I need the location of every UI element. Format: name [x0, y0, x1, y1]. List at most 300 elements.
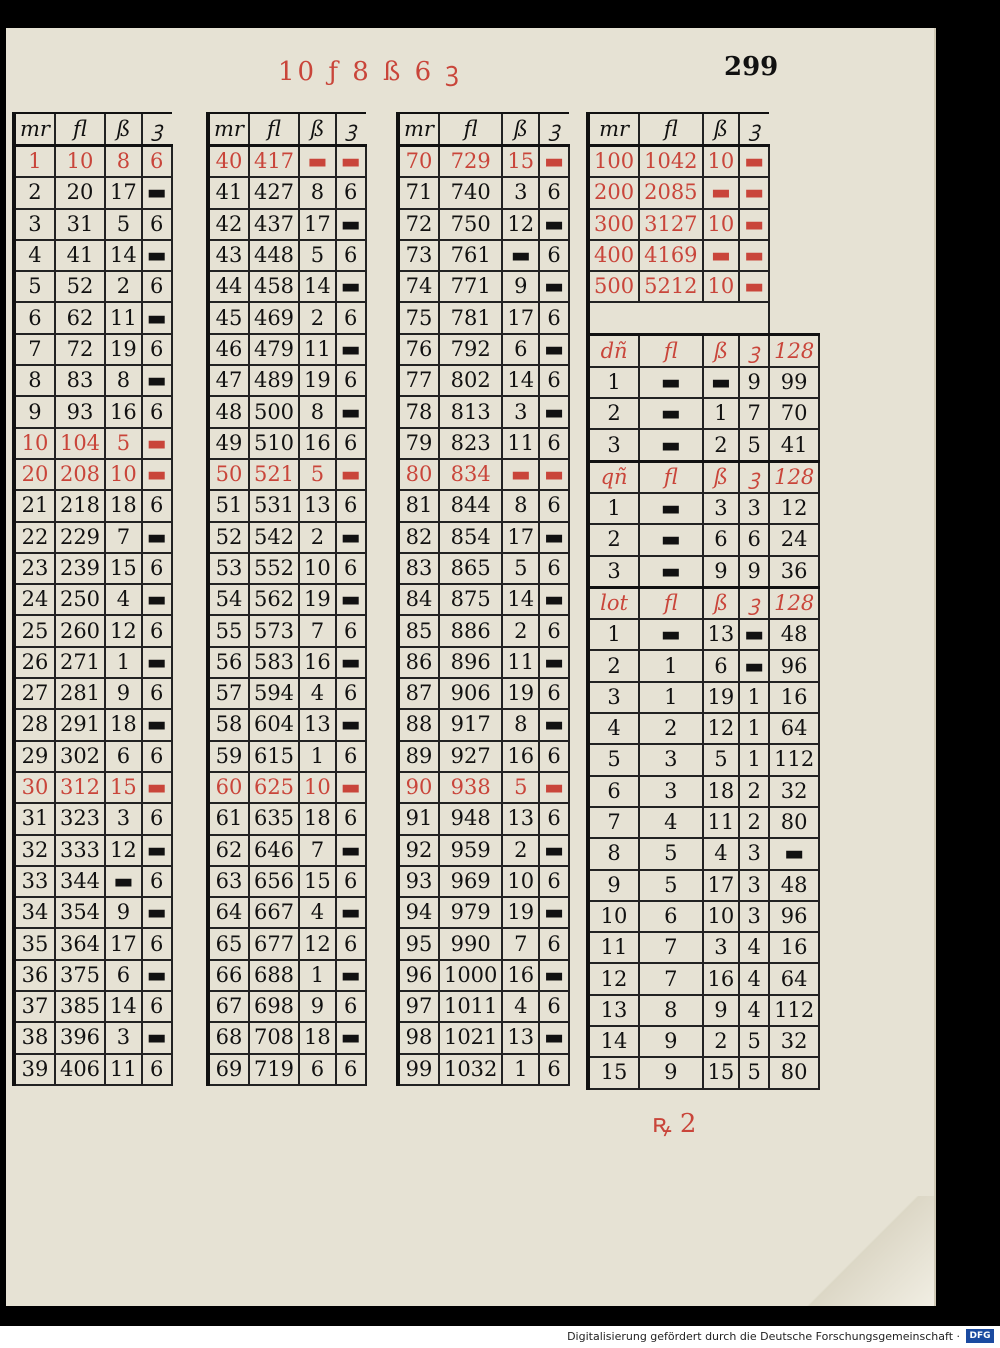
- table-cell: 6: [539, 365, 569, 396]
- table-cell: 291: [55, 709, 105, 740]
- table-cell: 300: [588, 209, 639, 240]
- header-row: [588, 113, 819, 146]
- table-cell: 11: [588, 932, 639, 963]
- table-cell: 17: [502, 302, 539, 333]
- table-cell: ▬: [142, 522, 172, 553]
- table-cell: 20: [14, 459, 55, 490]
- table-cell: 740: [439, 177, 502, 208]
- table-cell: ▬: [639, 429, 702, 461]
- section-header-cell: 128: [769, 587, 819, 619]
- table-cell: 87: [398, 678, 439, 709]
- table-row: [398, 271, 569, 302]
- column-header: mr: [398, 113, 439, 146]
- table-row: [208, 302, 366, 333]
- table-cell: 1: [105, 647, 142, 678]
- table-cell: 906: [439, 678, 502, 709]
- table-cell: ▬: [336, 772, 366, 803]
- table-cell: 82: [398, 522, 439, 553]
- table-cell: 12: [502, 209, 539, 240]
- table-cell: 48: [769, 619, 819, 650]
- table-row: [588, 995, 819, 1026]
- table-cell: 13: [299, 490, 336, 521]
- conversion-table-4: [586, 112, 820, 1090]
- table-row: [14, 209, 172, 240]
- table-cell: 7: [639, 932, 702, 963]
- table-cell: 6: [142, 271, 172, 302]
- table-cell: 36: [769, 556, 819, 588]
- table-row: [14, 991, 172, 1022]
- table-cell: 9: [703, 556, 740, 588]
- table-cell: 400: [588, 240, 639, 271]
- table-cell: ▬: [142, 960, 172, 991]
- dfg-logo: DFG: [966, 1329, 994, 1343]
- table-cell: 750: [439, 209, 502, 240]
- table-cell: ▬: [639, 367, 702, 398]
- table-cell: 63: [208, 866, 249, 897]
- table-cell: ▬: [639, 524, 702, 555]
- table-row: [14, 522, 172, 553]
- table-cell: 761: [439, 240, 502, 271]
- table-cell: 1: [639, 650, 702, 681]
- table-cell: 396: [55, 1022, 105, 1053]
- table-row: [208, 928, 366, 959]
- table-column-4: [586, 112, 820, 1090]
- table-row: [588, 398, 819, 429]
- table-cell: 1: [299, 741, 336, 772]
- table-cell: 35: [14, 928, 55, 959]
- table-cell: ▬: [142, 835, 172, 866]
- table-cell: 6: [142, 1054, 172, 1085]
- table-row: [208, 459, 366, 490]
- table-row: [398, 396, 569, 427]
- table-cell: 2: [299, 522, 336, 553]
- table-cell: 3: [588, 429, 639, 461]
- table-cell: 646: [249, 835, 299, 866]
- table-cell: 200: [588, 177, 639, 208]
- table-cell: ▬: [739, 619, 769, 650]
- table-cell: 6: [142, 928, 172, 959]
- table-cell: 2: [739, 807, 769, 838]
- table-cell: 8: [14, 365, 55, 396]
- table-row: [588, 650, 819, 681]
- column-header: fl: [439, 113, 502, 146]
- table-row: [588, 146, 819, 178]
- table-cell: 3: [739, 901, 769, 932]
- table-cell: 94: [398, 897, 439, 928]
- table-cell: 16: [502, 741, 539, 772]
- table-cell: 6: [336, 615, 366, 646]
- table-column-3: [396, 112, 570, 1086]
- table-cell: 98: [398, 1022, 439, 1053]
- table-cell: 78: [398, 396, 439, 427]
- table-cell: 4169: [639, 240, 702, 271]
- table-cell: 8: [105, 146, 142, 178]
- table-cell: 1042: [639, 146, 702, 178]
- table-cell: 6: [539, 490, 569, 521]
- table-cell: 948: [439, 803, 502, 834]
- table-cell: 979: [439, 897, 502, 928]
- table-cell: 11: [299, 334, 336, 365]
- table-cell: 49: [208, 428, 249, 459]
- table-cell: ▬: [336, 835, 366, 866]
- table-cell: 34: [14, 897, 55, 928]
- section-header-cell: dñ: [588, 335, 639, 367]
- table-cell: ▬: [539, 835, 569, 866]
- table-cell: 260: [55, 615, 105, 646]
- table-cell: 19: [502, 678, 539, 709]
- table-cell: 917: [439, 709, 502, 740]
- table-row: [588, 177, 819, 208]
- table-cell: 41: [769, 429, 819, 461]
- table-cell: 58: [208, 709, 249, 740]
- table-cell: 83: [398, 553, 439, 584]
- table-cell: ▬: [739, 177, 769, 208]
- table-row: [208, 490, 366, 521]
- table-cell: 6: [142, 803, 172, 834]
- section-header-cell: fl: [639, 335, 702, 367]
- table-cell: 19: [299, 365, 336, 396]
- table-cell: ▬: [142, 772, 172, 803]
- table-cell: 6: [539, 803, 569, 834]
- table-cell: 8: [588, 838, 639, 869]
- table-cell: ▬: [539, 271, 569, 302]
- signature-mark: ꝶ 2: [652, 1109, 697, 1139]
- table-cell: 6: [539, 741, 569, 772]
- table-cell: 489: [249, 365, 299, 396]
- table-cell: 2: [14, 177, 55, 208]
- table-row: [14, 396, 172, 427]
- table-row: [588, 619, 819, 650]
- table-cell: ▬: [142, 1022, 172, 1053]
- table-cell: 43: [208, 240, 249, 271]
- table-cell: 86: [398, 647, 439, 678]
- table-cell: 5: [639, 870, 702, 901]
- table-cell: 96: [398, 960, 439, 991]
- table-cell: 5: [739, 1057, 769, 1088]
- table-cell: 11: [703, 807, 740, 838]
- table-row: [208, 1022, 366, 1053]
- table-cell: ▬: [336, 647, 366, 678]
- table-cell: 4: [739, 932, 769, 963]
- table-cell: ▬: [639, 398, 702, 429]
- section-header-row: [588, 587, 819, 619]
- table-cell: 83: [55, 365, 105, 396]
- table-cell: 16: [105, 396, 142, 427]
- table-cell: 7: [299, 835, 336, 866]
- table-cell: ▬: [336, 897, 366, 928]
- table-cell: 10: [703, 209, 740, 240]
- table-cell: 385: [55, 991, 105, 1022]
- table-cell: ▬: [539, 772, 569, 803]
- table-cell: 59: [208, 741, 249, 772]
- table-cell: 7: [588, 807, 639, 838]
- table-cell: 7: [105, 522, 142, 553]
- table-cell: 5: [739, 429, 769, 461]
- table-cell: 6: [105, 960, 142, 991]
- table-cell: 6: [739, 524, 769, 555]
- table-cell: 17: [105, 928, 142, 959]
- table-cell: 5: [502, 772, 539, 803]
- table-cell: 2: [502, 615, 539, 646]
- table-cell: 10: [14, 428, 55, 459]
- table-cell: 208: [55, 459, 105, 490]
- table-cell: 44: [208, 271, 249, 302]
- table-cell: 14: [105, 240, 142, 271]
- table-cell: 312: [55, 772, 105, 803]
- table-row: [208, 615, 366, 646]
- table-cell: 2: [703, 1026, 740, 1057]
- table-cell: 17: [299, 209, 336, 240]
- table-row: [208, 522, 366, 553]
- table-row: [398, 991, 569, 1022]
- table-cell: 6: [142, 741, 172, 772]
- table-cell: 6: [142, 334, 172, 365]
- section-header-cell: lot: [588, 587, 639, 619]
- table-row: [14, 803, 172, 834]
- table-cell: 2: [299, 302, 336, 333]
- table-row: [208, 678, 366, 709]
- table-cell: 15: [588, 1057, 639, 1088]
- table-row: [588, 367, 819, 398]
- table-cell: 3: [739, 493, 769, 524]
- table-cell: 364: [55, 928, 105, 959]
- table-cell: 85: [398, 615, 439, 646]
- table-row: [398, 146, 569, 178]
- table-cell: 854: [439, 522, 502, 553]
- table-cell: 54: [208, 584, 249, 615]
- table-row: [588, 776, 819, 807]
- table-cell: 22: [14, 522, 55, 553]
- table-cell: 6: [336, 928, 366, 959]
- table-cell: 27: [14, 678, 55, 709]
- table-cell: ▬: [539, 209, 569, 240]
- table-cell: 53: [208, 553, 249, 584]
- table-cell: ▬: [336, 459, 366, 490]
- table-cell: 3: [739, 838, 769, 869]
- table-cell: 75: [398, 302, 439, 333]
- footer-credit: Digitalisierung gefördert durch die Deutsche Forschungsgemeinschaft ·: [567, 1330, 960, 1343]
- table-cell: 802: [439, 365, 502, 396]
- table-cell: 6: [336, 1054, 366, 1085]
- table-cell: ▬: [299, 146, 336, 178]
- table-row: [14, 271, 172, 302]
- table-row: [14, 459, 172, 490]
- table-row: [14, 490, 172, 521]
- table-cell: 719: [249, 1054, 299, 1085]
- table-cell: 9: [739, 367, 769, 398]
- table-cell: ▬: [336, 522, 366, 553]
- table-cell: 886: [439, 615, 502, 646]
- header-row: [398, 113, 569, 146]
- table-cell: 3: [588, 556, 639, 588]
- header-row: [14, 113, 172, 146]
- table-row: [398, 240, 569, 271]
- table-cell: 4: [502, 991, 539, 1022]
- table-cell: 500: [249, 396, 299, 427]
- table-cell: 6: [703, 524, 740, 555]
- table-cell: 6: [142, 553, 172, 584]
- table-cell: 26: [14, 647, 55, 678]
- table-cell: 4: [105, 584, 142, 615]
- table-cell: 2: [588, 650, 639, 681]
- table-cell: 96: [769, 901, 819, 932]
- table-cell: 5: [739, 1026, 769, 1057]
- table-cell: 771: [439, 271, 502, 302]
- table-cell: 10: [299, 772, 336, 803]
- table-cell: 4: [639, 807, 702, 838]
- table-cell: 3: [502, 396, 539, 427]
- column-header: ꝫ: [336, 113, 366, 146]
- table-cell: 90: [398, 772, 439, 803]
- table-cell: 6: [142, 490, 172, 521]
- table-cell: 562: [249, 584, 299, 615]
- table-cell: 250: [55, 584, 105, 615]
- table-row: [588, 240, 819, 271]
- table-cell: 1: [502, 1054, 539, 1085]
- table-cell: 1000: [439, 960, 502, 991]
- table-cell: 458: [249, 271, 299, 302]
- table-cell: 9: [299, 991, 336, 1022]
- table-row: [398, 365, 569, 396]
- table-cell: ▬: [336, 396, 366, 427]
- table-cell: 80: [398, 459, 439, 490]
- table-row: [208, 240, 366, 271]
- table-cell: 15: [502, 146, 539, 178]
- table-cell: 406: [55, 1054, 105, 1085]
- table-cell: 31: [55, 209, 105, 240]
- column-header: mr: [208, 113, 249, 146]
- table-cell: 28: [14, 709, 55, 740]
- table-row: [398, 709, 569, 740]
- page-header: [0, 52, 1000, 92]
- column-header: fl: [55, 113, 105, 146]
- table-cell: 615: [249, 741, 299, 772]
- table-cell: 79: [398, 428, 439, 459]
- section-header-cell: ß: [703, 335, 740, 367]
- table-cell: 927: [439, 741, 502, 772]
- table-cell: 7: [299, 615, 336, 646]
- table-cell: 12: [769, 493, 819, 524]
- table-cell: 5: [639, 838, 702, 869]
- table-row: [208, 177, 366, 208]
- table-cell: 92: [398, 835, 439, 866]
- table-cell: 13: [502, 803, 539, 834]
- table-row: [588, 838, 819, 869]
- table-cell: 24: [769, 524, 819, 555]
- section-header-cell: ꝫ: [739, 335, 769, 367]
- table-row: [588, 493, 819, 524]
- table-cell: 50: [208, 459, 249, 490]
- table-cell: 11: [105, 1054, 142, 1085]
- table-cell: 1: [299, 960, 336, 991]
- table-row: [398, 1022, 569, 1053]
- table-row: [398, 803, 569, 834]
- table-row: [208, 584, 366, 615]
- column-header: ꝫ: [539, 113, 569, 146]
- table-row: [398, 302, 569, 333]
- table-cell: 542: [249, 522, 299, 553]
- table-cell: ▬: [142, 647, 172, 678]
- table-cell: 6: [299, 1054, 336, 1085]
- table-row: [14, 240, 172, 271]
- table-cell: 15: [105, 553, 142, 584]
- table-cell: 5: [703, 744, 740, 775]
- table-cell: 61: [208, 803, 249, 834]
- table-row: [14, 1022, 172, 1053]
- table-cell: 3: [703, 493, 740, 524]
- table-cell: ▬: [105, 866, 142, 897]
- table-cell: 448: [249, 240, 299, 271]
- table-row: [208, 428, 366, 459]
- table-cell: 40: [208, 146, 249, 178]
- table-cell: 844: [439, 490, 502, 521]
- table-cell: 9: [502, 271, 539, 302]
- table-row: [588, 963, 819, 994]
- table-cell: 89: [398, 741, 439, 772]
- table-cell: 2: [703, 429, 740, 461]
- table-cell: 14: [502, 365, 539, 396]
- table-cell: 18: [703, 776, 740, 807]
- table-cell: 10: [502, 866, 539, 897]
- table-cell: 1032: [439, 1054, 502, 1085]
- table-cell: 10: [588, 901, 639, 932]
- table-cell: 6: [539, 240, 569, 271]
- table-cell: 10: [703, 901, 740, 932]
- table-cell: 344: [55, 866, 105, 897]
- table-cell: 5: [588, 744, 639, 775]
- table-cell: ▬: [739, 240, 769, 271]
- table-cell: 60: [208, 772, 249, 803]
- table-row: [398, 522, 569, 553]
- table-cell: 3: [105, 1022, 142, 1053]
- table-row: [14, 615, 172, 646]
- table-row: [208, 1054, 366, 1085]
- table-cell: ▬: [336, 271, 366, 302]
- table-cell: 8: [502, 709, 539, 740]
- table-cell: 1: [739, 744, 769, 775]
- table-cell: 112: [769, 995, 819, 1026]
- table-cell: 417: [249, 146, 299, 178]
- table-cell: 76: [398, 334, 439, 365]
- table-row: [398, 459, 569, 490]
- table-cell: ▬: [639, 556, 702, 588]
- table-row: [588, 209, 819, 240]
- table-cell: 47: [208, 365, 249, 396]
- table-cell: 7: [739, 398, 769, 429]
- table-row: [14, 553, 172, 584]
- table-cell: ▬: [539, 146, 569, 178]
- table-cell: 3: [588, 682, 639, 713]
- spacer-row: [588, 302, 819, 335]
- table-cell: 6: [539, 615, 569, 646]
- table-cell: 33: [14, 866, 55, 897]
- table-cell: 792: [439, 334, 502, 365]
- table-cell: 990: [439, 928, 502, 959]
- table-cell: 19: [105, 334, 142, 365]
- table-cell: 6: [142, 396, 172, 427]
- table-cell: 10: [299, 553, 336, 584]
- table-row: [208, 741, 366, 772]
- column-header: ꝫ: [739, 113, 769, 146]
- table-cell: 12: [588, 963, 639, 994]
- table-cell: 521: [249, 459, 299, 490]
- table-cell: ▬: [142, 240, 172, 271]
- table-cell: 9: [639, 1026, 702, 1057]
- table-cell: 6: [336, 428, 366, 459]
- table-cell: 96: [769, 650, 819, 681]
- table-cell: 5: [299, 240, 336, 271]
- table-cell: 6: [539, 302, 569, 333]
